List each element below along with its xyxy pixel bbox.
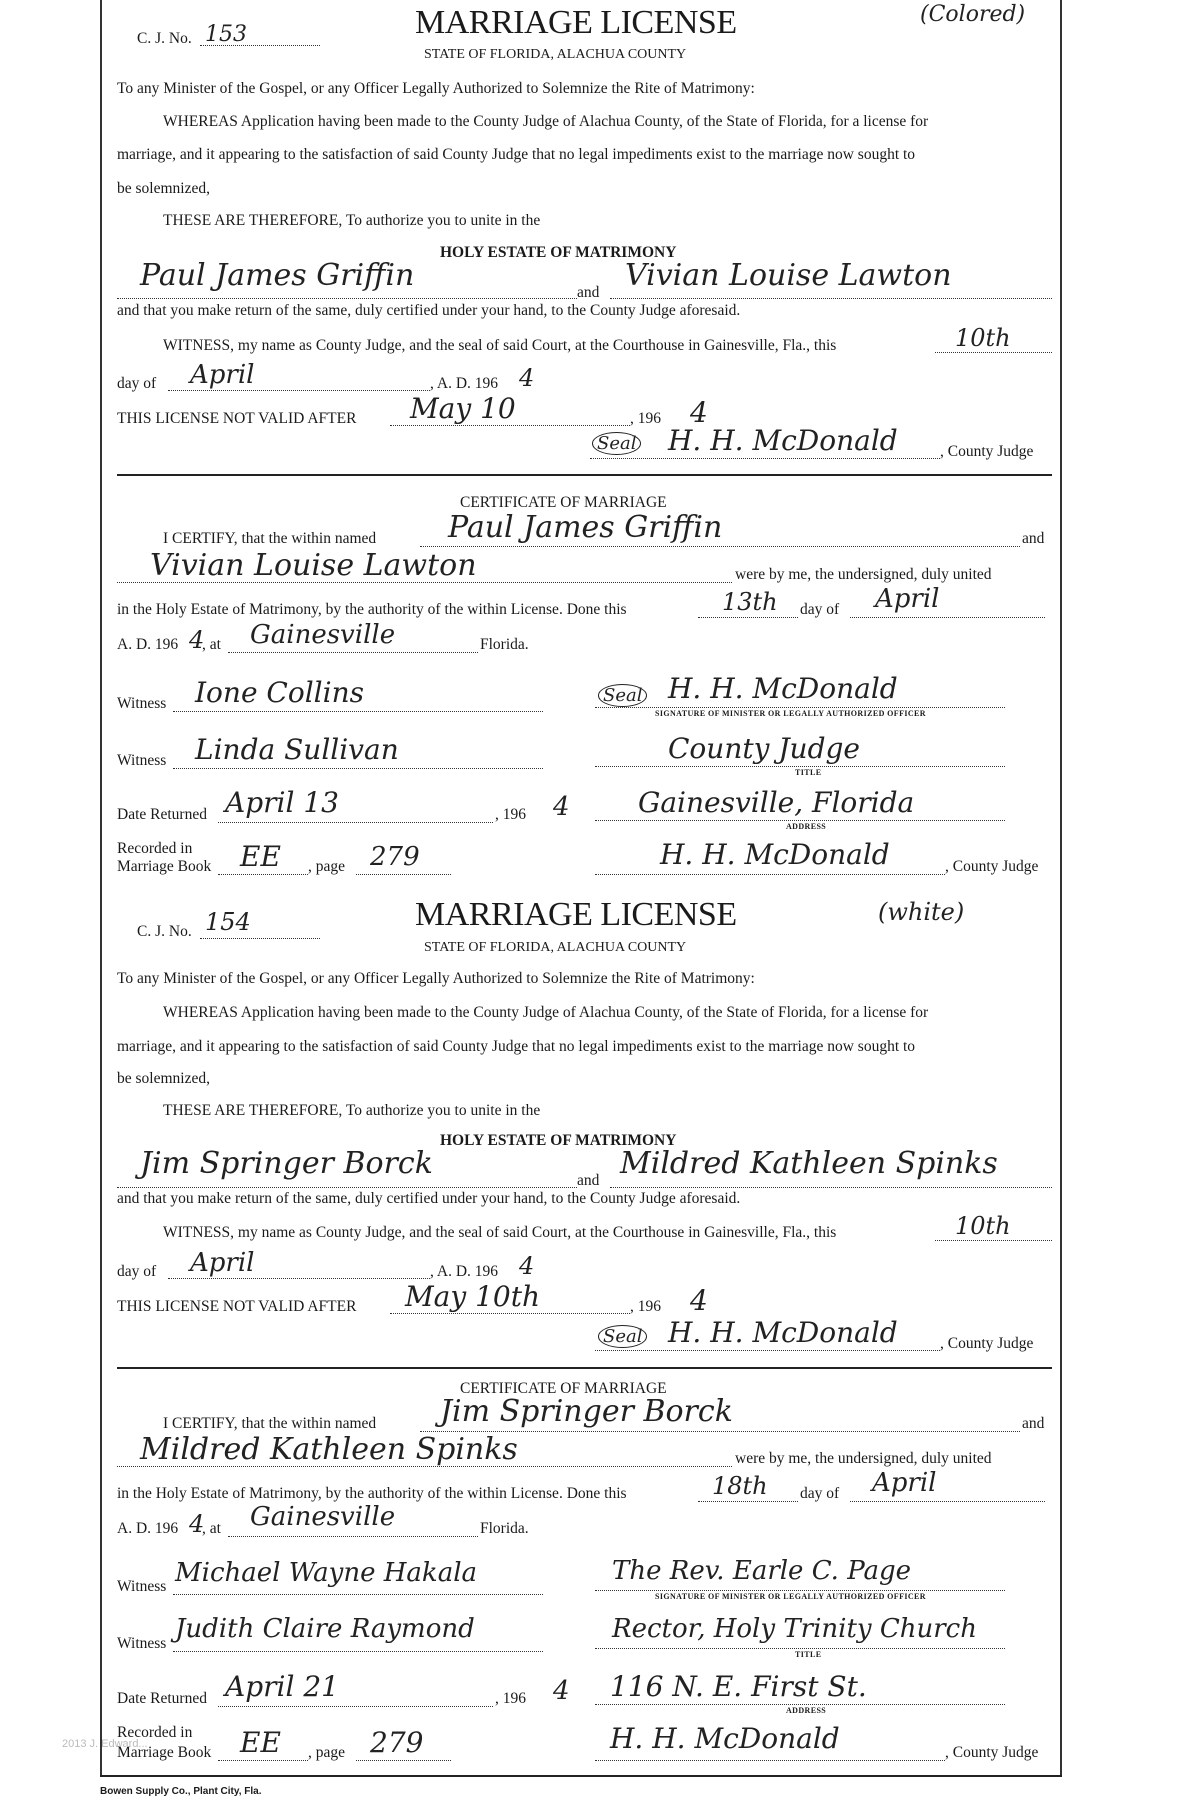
and-label: and — [577, 1172, 600, 1189]
expiry-year-prefix: , 196 — [630, 410, 661, 427]
cert-title: CERTIFICATE OF MARRIAGE — [460, 1380, 667, 1397]
cj-label: C. J. No. — [137, 923, 192, 940]
cert-day-of: day of — [800, 601, 840, 618]
seal-mark: Seal — [598, 1325, 647, 1348]
cert-day-of: day of — [800, 1485, 840, 1502]
license-title: MARRIAGE LICENSE — [415, 4, 737, 41]
recorder-county-judge: , County Judge — [945, 858, 1039, 875]
florida-label: Florida. — [480, 636, 529, 653]
return-line: and that you make return of the same, duly certified under your hand, to the County Judge aforesaid. — [117, 302, 741, 319]
at-label: , at — [202, 636, 221, 653]
done-year-digit: 4 — [189, 1510, 205, 1538]
place: Gainesville — [250, 1502, 396, 1532]
cert-title: CERTIFICATE OF MARRIAGE — [460, 494, 667, 511]
witness-1-label: Witness — [117, 695, 167, 712]
cert-groom: Paul James Griffin — [448, 510, 723, 545]
groom-name: Jim Springer Borck — [140, 1146, 433, 1181]
license-day: 10th — [955, 1212, 1011, 1240]
expiry-year-prefix: , 196 — [630, 1298, 661, 1315]
right-border — [1060, 0, 1062, 1775]
and-label: and — [577, 284, 600, 301]
officer-seal: Seal — [598, 684, 647, 707]
witness-line: WITNESS, my name as County Judge, and the seal of said Court, at the Courthouse in Gainesville, Fla., this — [163, 337, 837, 354]
date-returned: April 13 — [225, 786, 339, 819]
sig-caption: SIGNATURE OF MINISTER OR LEGALLY AUTHORIZED OFFICER — [655, 1592, 926, 1601]
holy-line: in the Holy Estate of Matrimony, by the authority of the within License. Done this — [117, 1485, 627, 1502]
printer-footer: Bowen Supply Co., Plant City, Fla. — [100, 1786, 262, 1797]
page-label: , page — [308, 858, 346, 875]
judge-signature: H. H. McDonald — [668, 424, 898, 457]
county-judge-label: , County Judge — [940, 443, 1034, 460]
left-border — [100, 0, 102, 1775]
page-value: 279 — [370, 1726, 424, 1759]
holy-line: in the Holy Estate of Matrimony, by the authority of the within License. Done this — [117, 601, 627, 618]
marriage-book-label: Marriage Book — [117, 858, 212, 875]
ad-label: , A. D. 196 — [430, 375, 499, 392]
whereas-3: be solemnized, — [117, 1070, 210, 1087]
county-judge-label: , County Judge — [940, 1335, 1034, 1352]
whereas-3: be solemnized, — [117, 180, 210, 197]
returned-year-prefix: , 196 — [495, 806, 526, 823]
license-year-digit: 4 — [519, 364, 535, 392]
officer-signature: H. H. McDonald — [668, 672, 898, 705]
license-month: April — [190, 360, 255, 390]
address-line: To any Minister of the Gospel, or any Officer Legally Authorized to Solemnize the Rite of Matrimony: — [117, 80, 755, 97]
date-returned: April 21 — [225, 1670, 339, 1703]
done-month: April — [875, 584, 940, 614]
license-title: MARRIAGE LICENSE — [415, 896, 737, 933]
certify-line: I CERTIFY, that the within named — [163, 530, 377, 547]
expiry-year-digit: 4 — [690, 1284, 708, 1317]
at-label: , at — [202, 1520, 221, 1537]
day-of-label: day of — [117, 1263, 157, 1280]
returned-year-prefix: , 196 — [495, 1690, 526, 1707]
holy-estate: HOLY ESTATE OF MATRIMONY — [440, 244, 677, 261]
officer-address: 116 N. E. First St. — [610, 1670, 867, 1703]
return-line: and that you make return of the same, duly certified under your hand, to the County Judge aforesaid. — [117, 1190, 741, 1207]
witness-line: WITNESS, my name as County Judge, and the seal of said Court, at the Courthouse in Gainesville, Fla., this — [163, 1224, 837, 1241]
whereas-2: marriage, and it appearing to the satisfaction of said County Judge that no legal impediments exist to the marriage now sought to — [117, 146, 916, 163]
page-value: 279 — [370, 842, 420, 872]
book-value: EE — [240, 840, 281, 873]
officer-title: County Judge — [668, 732, 860, 765]
florida-label: Florida. — [480, 1520, 529, 1537]
date-returned-label: Date Returned — [117, 1690, 207, 1707]
united-line: were by me, the undersigned, duly united — [735, 566, 992, 583]
done-year-digit: 4 — [189, 626, 205, 654]
done-month: April — [872, 1468, 937, 1498]
officer-address: Gainesville, Florida — [638, 786, 915, 819]
witness-1: Ione Collins — [195, 676, 364, 709]
bride-name: Mildred Kathleen Spinks — [620, 1146, 998, 1181]
marriage-book-label: Marriage Book — [117, 1744, 212, 1761]
witness-2-label: Witness — [117, 752, 167, 769]
whereas-2: marriage, and it appearing to the satisfaction of said County Judge that no legal impediments exist to the marriage now sought to — [117, 1038, 916, 1055]
title-caption: TITLE — [795, 1650, 822, 1659]
license-month: April — [190, 1248, 255, 1278]
recorded-in-label: Recorded in — [117, 840, 193, 857]
race-note: (Colored) — [920, 2, 1026, 27]
ad-label: , A. D. 196 — [430, 1263, 499, 1280]
ad-prefix: A. D. 196 — [117, 1520, 179, 1537]
bottom-rule — [100, 1775, 1062, 1777]
address-line: To any Minister of the Gospel, or any Officer Legally Authorized to Solemnize the Rite of Matrimony: — [117, 970, 755, 987]
cert-groom: Jim Springer Borck — [440, 1394, 733, 1429]
witness-1-label: Witness — [117, 1578, 167, 1595]
returned-year-digit: 4 — [553, 792, 570, 822]
done-day: 18th — [712, 1472, 768, 1500]
cert-and: and — [1022, 530, 1045, 547]
license-subtitle: STATE OF FLORIDA, ALACHUA COUNTY — [424, 47, 687, 62]
recorder-county-judge: , County Judge — [945, 1744, 1039, 1761]
officer-signature: The Rev. Earle C. Page — [612, 1556, 912, 1586]
done-day: 13th — [722, 588, 778, 616]
groom-name: Paul James Griffin — [140, 258, 415, 293]
watermark-stamp: 2013 J. Edward... — [62, 1738, 148, 1750]
certify-line: I CERTIFY, that the within named — [163, 1415, 377, 1432]
cert-bride: Vivian Louise Lawton — [150, 548, 477, 583]
witness-2-label: Witness — [117, 1635, 167, 1652]
whereas-1: WHEREAS Application having been made to the County Judge of Alachua County, of the State of Florida, for a license for — [163, 1004, 929, 1021]
page-label: , page — [308, 1744, 346, 1761]
united-line: were by me, the undersigned, duly united — [735, 1450, 992, 1467]
ad-prefix: A. D. 196 — [117, 636, 179, 653]
witness-2: Judith Claire Raymond — [175, 1614, 475, 1644]
cj-label: C. J. No. — [137, 30, 192, 47]
address-caption: ADDRESS — [786, 822, 827, 831]
witness-1: Michael Wayne Hakala — [175, 1558, 478, 1588]
cj-number: 154 — [205, 908, 251, 936]
address-caption: ADDRESS — [786, 1706, 827, 1715]
expiry-date: May 10th — [405, 1280, 540, 1313]
bride-name: Vivian Louise Lawton — [625, 258, 952, 293]
holy-estate: HOLY ESTATE OF MATRIMONY — [440, 1132, 677, 1149]
cert-bride: Mildred Kathleen Spinks — [140, 1432, 518, 1467]
day-of-label: day of — [117, 375, 157, 392]
place: Gainesville — [250, 620, 396, 650]
recorder-signature: H. H. McDonald — [660, 838, 890, 871]
returned-year-digit: 4 — [553, 1676, 570, 1706]
therefore-line: THESE ARE THEREFORE, To authorize you to unite in the — [163, 1102, 541, 1119]
expiry-year-digit: 4 — [690, 396, 708, 429]
judge-signature: H. H. McDonald — [668, 1316, 898, 1349]
witness-2: Linda Sullivan — [195, 733, 399, 766]
whereas-1: WHEREAS Application having been made to the County Judge of Alachua County, of the State of Florida, for a license for — [163, 113, 929, 130]
license-day: 10th — [955, 324, 1011, 352]
book-value: EE — [240, 1726, 281, 1759]
officer-title: Rector, Holy Trinity Church — [612, 1614, 977, 1644]
sig-caption: SIGNATURE OF MINISTER OR LEGALLY AUTHORIZED OFFICER — [655, 709, 926, 718]
recorded-in-label: Recorded in — [117, 1724, 193, 1741]
not-valid-label: THIS LICENSE NOT VALID AFTER — [117, 410, 357, 427]
race-note: (white) — [878, 898, 965, 926]
license-year-digit: 4 — [519, 1252, 535, 1280]
not-valid-label: THIS LICENSE NOT VALID AFTER — [117, 1298, 357, 1315]
title-caption: TITLE — [795, 768, 822, 777]
therefore-line: THESE ARE THEREFORE, To authorize you to unite in the — [163, 212, 541, 229]
seal-mark: Seal — [592, 432, 641, 455]
expiry-date: May 10 — [410, 392, 516, 425]
date-returned-label: Date Returned — [117, 806, 207, 823]
license-subtitle: STATE OF FLORIDA, ALACHUA COUNTY — [424, 940, 687, 955]
recorder-signature: H. H. McDonald — [610, 1722, 840, 1755]
cert-and: and — [1022, 1415, 1045, 1432]
cj-number: 153 — [205, 22, 247, 47]
